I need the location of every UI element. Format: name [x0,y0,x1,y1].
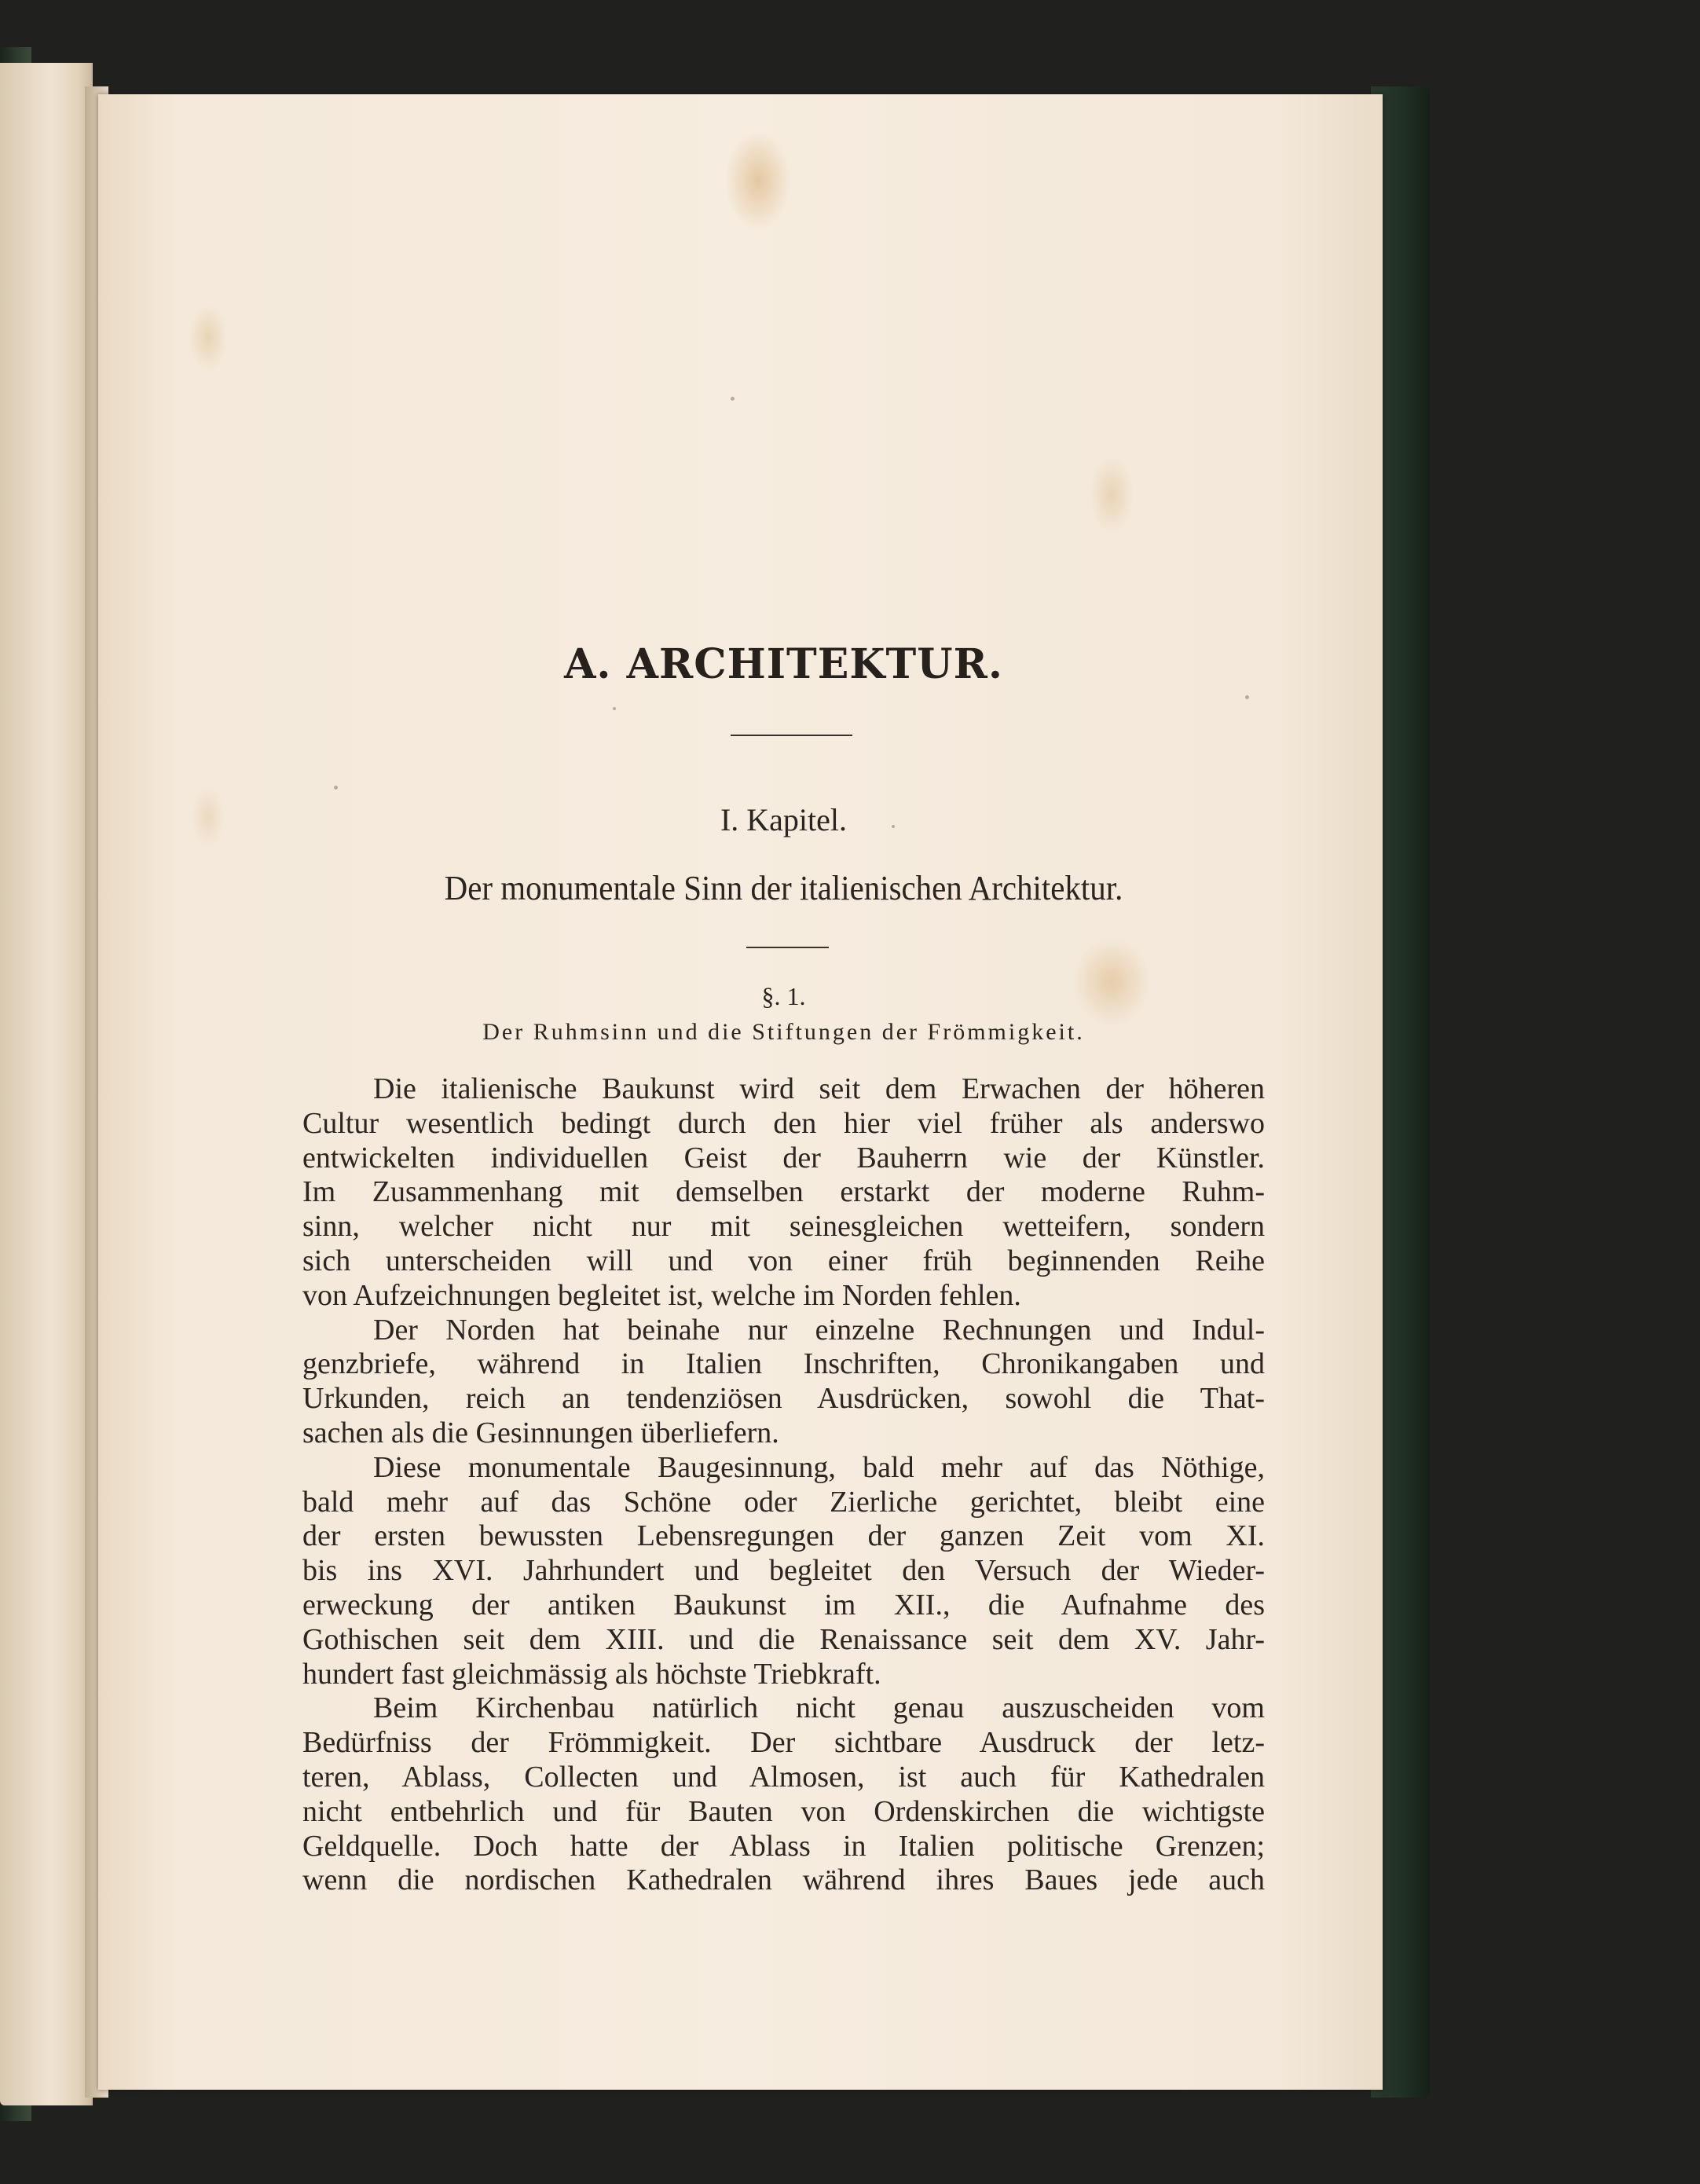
text-line: Bedürfniss der Frömmigkeit. Der sichtbare Ausdruck der letz- [302,1726,1265,1760]
heading-rule [731,735,852,736]
paper-speck [613,707,616,710]
main-heading: A. ARCHITEKTUR. [564,640,1003,688]
paragraph [302,1451,1265,1692]
text-line: Gothischen seit dem XIII. und die Renaissance seit dem XV. Jahr- [302,1622,1265,1656]
text-line: Geldquelle. Doch hatte der Ablass in Italien politische Grenzen; [302,1829,1265,1863]
text-line: bald mehr auf das Schöne oder Zierliche gerichtet, bleibt eine [302,1485,1265,1519]
text-line: Cultur wesentlich bedingt durch den hier viel früher als anderswo [302,1106,1265,1140]
text-line: sachen als die Gesinnungen überliefern. [302,1416,779,1449]
body-text [302,1072,1265,1898]
text-line: Der Norden hat beinahe nur einzelne Rechnungen und Indul- [373,1313,1265,1347]
chapter-title: Der monumentale Sinn der italienischen Architektur. [444,869,1123,907]
text-line: entwickelten individuellen Geist der Bauherrn wie der Künstler. [302,1141,1265,1174]
text-line: genzbriefe, während in Italien Inschriften, Chronikangaben und [302,1347,1265,1381]
paper-speck [334,786,338,790]
chapter-number: I. Kapitel. [720,802,848,837]
text-line: bis ins XVI. Jahrhundert und begleitet den Versuch der Wieder- [302,1554,1265,1588]
text-line: sich unterscheiden will und von einer früh beginnenden Reihe [302,1244,1265,1277]
left-page-edge [0,63,93,2105]
text-line: Im Zusammenhang mit demselben erstarkt der moderne Ruhm- [302,1175,1265,1209]
text-line: hundert fast gleichmässig als höchste Triebkraft. [302,1657,881,1691]
text-line: nicht entbehrlich und für Bauten von Ordenskirchen die wichtigste [302,1794,1265,1828]
paper-speck [1245,695,1249,699]
recto-page [98,94,1383,2090]
text-line: teren, Ablass, Collecten und Almosen, ist auch für Kathedralen [302,1760,1265,1794]
section-number: §. 1. [761,982,806,1010]
text-line: Urkunden, reich an tendenziösen Ausdrücken, sowohl die That- [302,1382,1265,1416]
text-line: wenn die nordischen Kathedralen während ihres Baues jede auch [302,1863,1265,1897]
text-line: der ersten bewussten Lebensregungen der ganzen Zeit vom XI. [302,1519,1265,1553]
paragraph [302,1691,1265,1898]
chapter-rule [746,947,829,948]
text-line: von Aufzeichnungen begleitet ist, welche im Norden fehlen. [302,1278,1021,1312]
text-line: Beim Kirchenbau natürlich nicht genau auszuscheiden vom [373,1691,1265,1725]
text-line: Die italienische Baukunst wird seit dem Erwachen der höheren [373,1072,1265,1105]
text-line: sinn, welcher nicht nur mit seinesgleichen wetteifern, sondern [302,1210,1265,1244]
section-title: Der Ruhmsinn und die Stiftungen der Frömmigkeit. [482,1019,1085,1045]
paragraph [302,1314,1265,1451]
text-line: erweckung der antiken Baukunst im XII., die Aufnahme des [302,1588,1265,1622]
paragraph [302,1072,1265,1314]
paper-speck [731,397,735,401]
text-line: Diese monumentale Baugesinnung, bald mehr auf das Nöthige, [373,1450,1265,1484]
